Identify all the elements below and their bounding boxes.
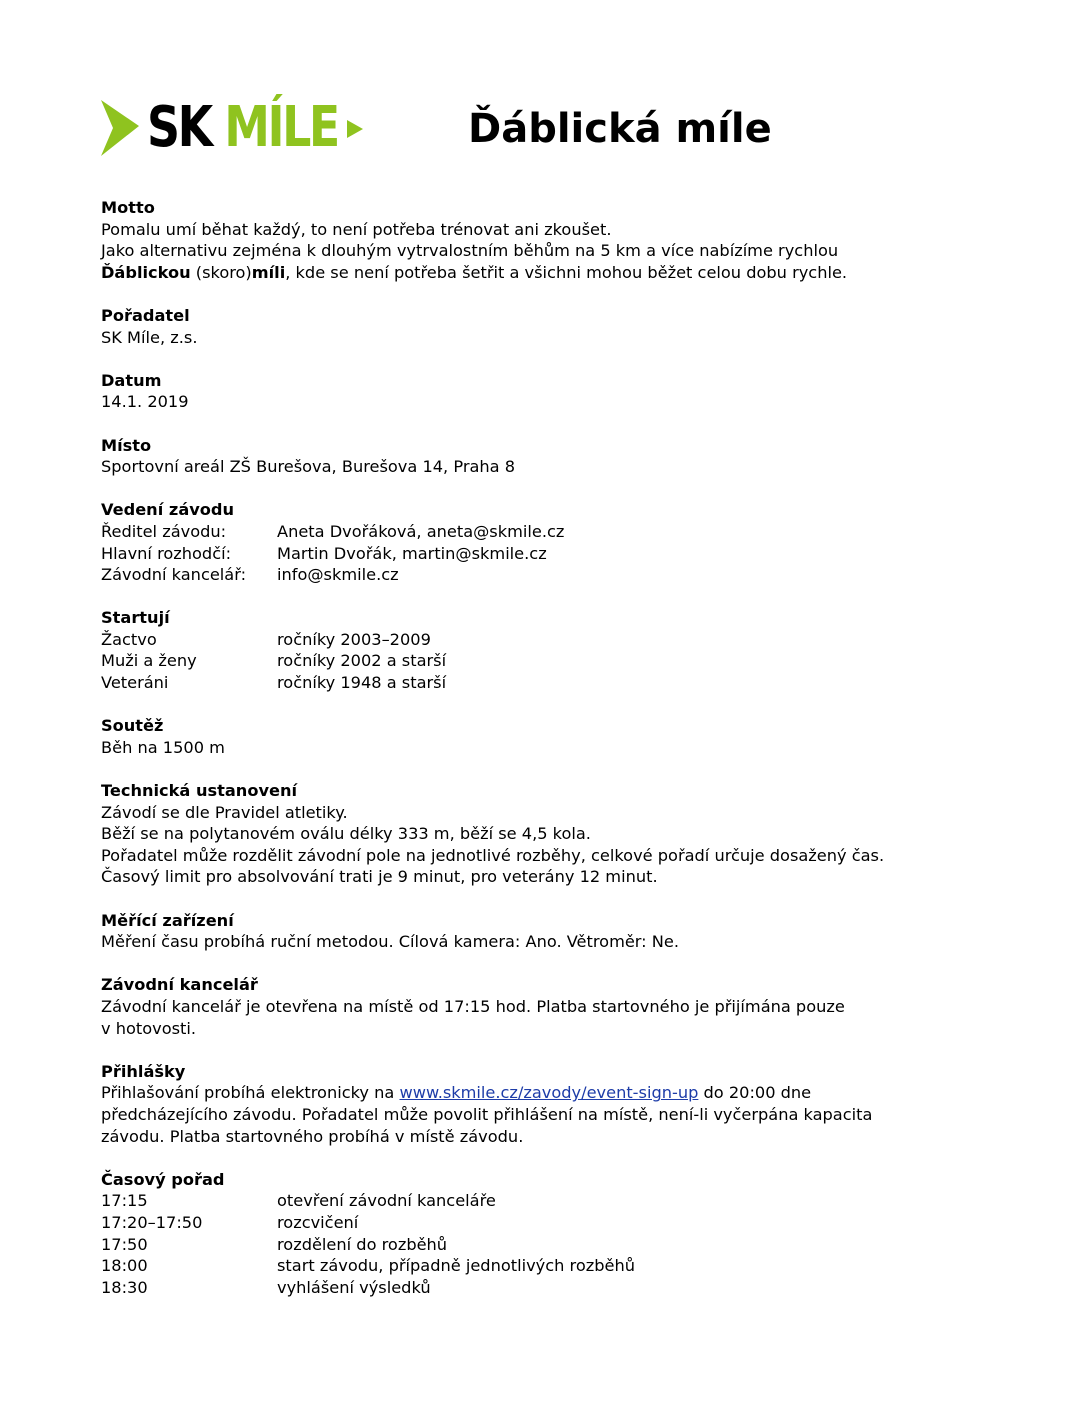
schedule-row <box>101 1277 1001 1299</box>
motto-bold-dablickou: Ďáblickou <box>101 262 191 282</box>
management-row <box>101 521 1001 543</box>
date-heading: Datum <box>101 370 162 390</box>
schedule-time: 17:20–17:50 <box>101 1212 203 1232</box>
schedule-event: vyhlášení výsledků <box>277 1277 431 1297</box>
registration-link[interactable]: www.skmile.cz/zavody/event-sign-up <box>399 1083 699 1103</box>
motto-line-3-rest: , kde se není potřeba šetřit a všichni mohou běžet celou dobu rychle. <box>285 262 848 282</box>
starters-row <box>101 650 1001 672</box>
starters-years: ročníky 2003–2009 <box>277 629 431 649</box>
place-section <box>101 435 1001 478</box>
management-label: Hlavní rozhodčí: <box>101 543 232 563</box>
technical-line: Časový limit pro absolvování trati je 9 minut, pro veterány 12 minut. <box>101 867 658 887</box>
starters-heading: Startují <box>101 608 170 628</box>
starters-years: ročníky 1948 a starší <box>277 673 447 693</box>
motto-section <box>101 197 1001 283</box>
technical-heading: Technická ustanovení <box>101 781 298 801</box>
schedule-row <box>101 1255 1001 1277</box>
management-label: Ředitel závodu: <box>101 521 227 541</box>
competition-value: Běh na 1500 m <box>101 737 225 757</box>
logo-mile: MÍLE <box>224 95 338 160</box>
registration-text-after-link: do 20:00 dne <box>698 1083 812 1103</box>
starters-category: Veteráni <box>101 673 169 693</box>
schedule-time: 17:50 <box>101 1234 148 1254</box>
motto-heading: Motto <box>101 198 155 217</box>
place-value: Sportovní areál ZŠ Burešova, Burešova 14, Praha 8 <box>101 457 516 477</box>
schedule-event: otevření závodní kanceláře <box>277 1191 496 1211</box>
schedule-time: 17:15 <box>101 1191 148 1211</box>
technical-section <box>101 780 1001 888</box>
page-title: Ďáblická míle <box>468 106 772 152</box>
timing-heading: Měřící zařízení <box>101 910 234 930</box>
starters-section <box>101 607 1001 693</box>
office-line-2: v hotovosti. <box>101 1018 197 1038</box>
registration-line-2: předcházejícího závodu. Pořadatel může povolit přihlášení na místě, není-li vyčerpána kapacita <box>101 1104 873 1124</box>
schedule-event: rozdělení do rozběhů <box>277 1234 448 1254</box>
organizer-heading: Pořadatel <box>101 305 190 325</box>
technical-line: Běží se na polytanovém oválu délky 333 m, běží se 4,5 kola. <box>101 824 591 844</box>
schedule-row <box>101 1234 1001 1256</box>
motto-line-3 <box>101 262 1001 284</box>
registration-heading: Přihlášky <box>101 1061 186 1081</box>
schedule-heading: Časový pořad <box>101 1169 225 1189</box>
motto-skoro: (skoro) <box>190 262 252 282</box>
competition-heading: Soutěž <box>101 716 164 736</box>
schedule-time: 18:30 <box>101 1277 148 1297</box>
schedule-row <box>101 1190 1001 1212</box>
starters-row <box>101 629 1001 651</box>
logo-wordmark <box>147 92 338 164</box>
registration-section <box>101 1061 1001 1147</box>
motto-bold-mili: míli <box>251 262 286 282</box>
schedule-time: 18:00 <box>101 1256 148 1276</box>
registration-line-3: závodu. Platba startovného probíhá v místě závodu. <box>101 1126 524 1146</box>
management-row <box>101 543 1001 565</box>
schedule-event: rozcvičení <box>277 1212 359 1232</box>
registration-text-before-link: Přihlašování probíhá elektronicky na <box>101 1083 400 1103</box>
management-label: Závodní kancelář: <box>101 565 247 585</box>
competition-section <box>101 715 1001 758</box>
management-value: Martin Dvořák, martin@skmile.cz <box>277 543 547 563</box>
starters-category: Žactvo <box>101 629 157 649</box>
starters-years: ročníky 2002 a starší <box>277 651 447 671</box>
date-section <box>101 370 1001 413</box>
registration-line-1 <box>101 1082 1001 1104</box>
place-heading: Místo <box>101 435 152 455</box>
timing-section <box>101 910 1001 953</box>
timing-value: Měření času probíhá ruční metodou. Cílová kamera: Ano. Větroměr: Ne. <box>101 932 679 952</box>
management-heading: Vedení závodu <box>101 500 235 520</box>
schedule-row <box>101 1212 1001 1234</box>
date-value: 14.1. 2019 <box>101 392 189 412</box>
sk-mile-logo <box>101 95 371 160</box>
starters-row <box>101 672 1001 694</box>
office-heading: Závodní kancelář <box>101 975 258 995</box>
management-value: info@skmile.cz <box>277 565 399 585</box>
schedule-event: start závodu, případně jednotlivých rozběhů <box>277 1256 635 1276</box>
office-section <box>101 974 1001 1039</box>
technical-line: Závodí se dle Pravidel atletiky. <box>101 802 348 822</box>
schedule-section <box>101 1169 1001 1299</box>
technical-line: Pořadatel může rozdělit závodní pole na jednotlivé rozběhy, celkové pořadí určuje dosažený čas. <box>101 845 885 865</box>
logo-sk: SK <box>147 95 225 160</box>
motto-line-2: Jako alternativu zejména k dlouhým vytrvalostním běhům na 5 km a více nabízíme rychlou <box>101 241 839 261</box>
office-line-1: Závodní kancelář je otevřena na místě od 17:15 hod. Platba startovného je přijímána pouze <box>101 996 845 1016</box>
management-row <box>101 564 1001 586</box>
starters-category: Muži a ženy <box>101 651 197 671</box>
management-value: Aneta Dvořáková, aneta@skmile.cz <box>277 521 565 541</box>
organizer-value: SK Míle, z.s. <box>101 327 198 347</box>
document-body <box>101 197 1001 1320</box>
motto-line-1: Pomalu umí běhat každý, to není potřeba trénovat ani zkoušet. <box>101 219 612 239</box>
organizer-section <box>101 305 1001 348</box>
management-section <box>101 499 1001 585</box>
